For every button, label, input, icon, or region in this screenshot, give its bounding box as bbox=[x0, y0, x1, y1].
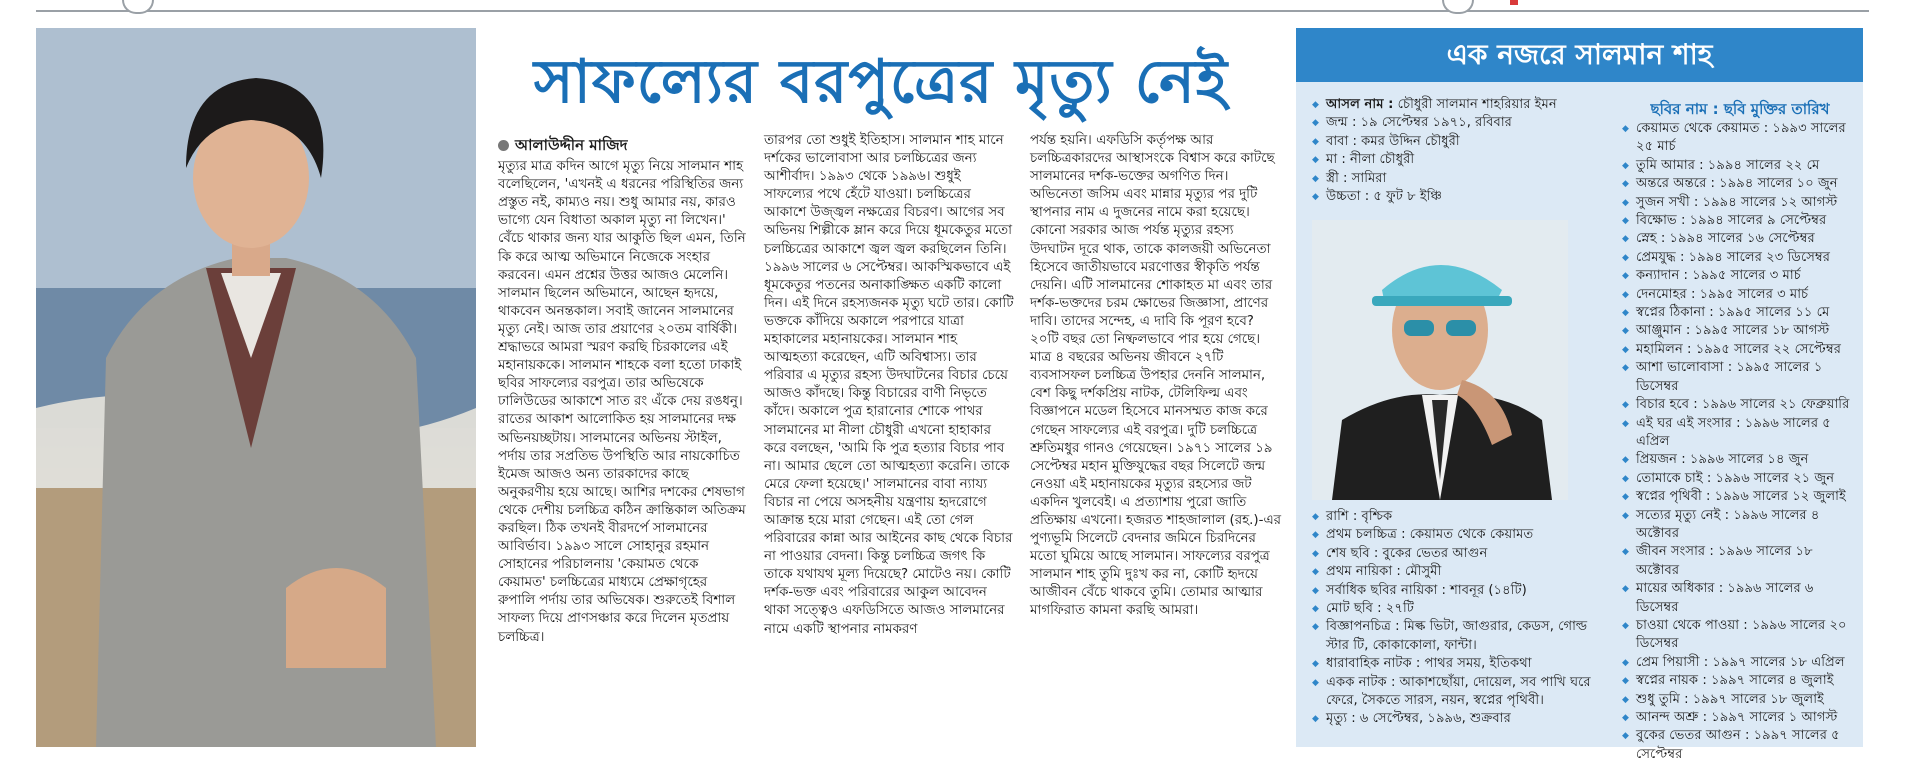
byline-author: আলাউদ্দীন মাজিদ bbox=[515, 136, 628, 154]
film-item: ◆ আনন্দ অশ্রু : ১৯৯৭ সালের ১ আগস্ট bbox=[1622, 709, 1858, 727]
film-item: ◆ সুজন সখী : ১৯৯৪ সালের ১২ আগস্ট bbox=[1622, 194, 1858, 212]
film-item: ◆ অন্তরে অন্তরে : ১৯৯৪ সালের ১০ জুন bbox=[1622, 175, 1858, 193]
fact-item bbox=[1312, 133, 1612, 151]
fact-value: জন্ম : ১৯ সেপ্টেম্বর ১৯৭১, রবিবার bbox=[1326, 115, 1512, 131]
fact-value: বাবা : কমর উদ্দিন চৌধুরী bbox=[1326, 133, 1460, 149]
film-item: ◆ শুধু তুমি : ১৯৯৭ সালের ১৮ জুলাই bbox=[1622, 691, 1858, 709]
lead-photo-illustration bbox=[36, 28, 476, 747]
fact-item: ◆ মোট ছবি : ২৭টি bbox=[1312, 600, 1612, 618]
film-item: ◆ বিক্ষোভ : ১৯৯৪ সালের ৯ সেপ্টেম্বর bbox=[1622, 212, 1858, 230]
film-item: ◆ স্বপ্নের নায়ক : ১৯৯৭ সালের ৪ জুলাই bbox=[1622, 672, 1858, 690]
portrait-photo bbox=[1312, 220, 1568, 500]
article-column-1 bbox=[498, 136, 746, 647]
film-item: ◆ প্রেম পিয়াসী : ১৯৯৭ সালের ১৮ এপ্রিল bbox=[1622, 654, 1858, 672]
fact-item bbox=[1312, 188, 1612, 206]
article-text: মৃত্যুর মাত্র কদিন আগে মৃত্যু নিয়ে সালমান শাহ বলেছিলেন, 'এখনই এ ধরনের পরিস্থিতির জন্য প্রস্তুত নই, কাম্যও নয়। শুধু আমার নয়, কারও ভাগ্যে যেন বিধাতা অকাল মৃত্যু না লিখেন।' বেঁচে থাকার জন্য যার আকুতি ছিল এমন, তিনি কি করে আত্ম অভিমানে নিজেকে সংহার করবেন। এমন প্রশ্নের উত্তর আজও মেলেনি। সালমান ছিলেন অভিমানে, আছেন হৃদয়ে, থাকবেন অনন্তকাল। সবাই জানেন সালমানের মৃত্যু নেই। আজ তার প্রয়াণের ২০তম বার্ষিকী। শ্রদ্ধাভরে আমরা স্মরণ করছি চিরকালের এই মহানায়ককে। সালমান শাহকে বলা হতো ঢাকাই ছবির সাফল্যের বরপুত্র। তার অভিষেকে ঢালিউডের আকাশে সাত রং এঁকে দেয় রঙধনু। রাতের আকাশ আলোকিত হয় সালমানের দক্ষ অভিনয়চ্ছটায়। সালমানের অভিনয় স্টাইল, পর্দায় তার সপ্রতিভ উপস্থিতি আর নায়কোচিত ইমেজ আজও অন্য তারকাদের কাছে অনুকরণীয় হয়ে আছে। আশির দশকের শেষভাগ থেকে দেশীয় চলচ্চিত্র কঠিন ক্রান্তিকাল অতিক্রম করছিল। ঠিক তখনই বীরদর্পে সালমানের আবির্ভাব। ১৯৯৩ সালে সোহানুর রহমান সোহানের পরিচালনায় 'কেয়ামত থেকে কেয়ামত' চলচ্চিত্রের মাধ্যমে প্রেক্ষাগৃহের রুপালি পর্দায় তার অভিষেক। শুরুতেই বিশাল সাফল্য দিয়ে প্রাণসঞ্চার করে দিলেন মৃতপ্রায় চলচ্চিত্র। bbox=[498, 159, 746, 645]
fact-item bbox=[1312, 114, 1612, 132]
film-item: ◆ কেয়ামত থেকে কেয়ামত : ১৯৯৩ সালের ২৫ মার্চ bbox=[1622, 120, 1858, 157]
article-text: তারপর তো শুধুই ইতিহাস। সালমান শাহ মানে দর্শকের ভালোবাসা আর চলচ্চিত্রের জন্য আশীর্বাদ। ১৯৯৩ থেকে ১৯৯৬। শুধুই সাফল্যের পথে হেঁটে যাওয়া। চলচ্চিত্রের আকাশে উজ্জ্বল নক্ষত্রের বিচরণ। আগের সব অভিনয় শিল্পীকে ম্লান করে দিয়ে ধূমকেতুর মতো চলচ্চিত্রের আকাশে জ্বল জ্বল করছিলেন তিনি। ১৯৯৬ সালের ৬ সেপ্টেম্বর। আকস্মিকভাবে এই ধূমকেতুর পতনের অনাকাঙ্ক্ষিত একটি কালো দিন। এই দিনে রহস্যজনক মৃত্যু ঘটে তার। কোটি ভক্তকে কাঁদিয়ে অকালে পরপারে যাত্রা মহাকালের মহানায়কের। সালমান শাহ আত্মহত্যা করেছেন, এটি অবিশ্বাস্য। তার পরিবার এ মৃত্যুর রহস্য উদঘাটনের বিচার চেয়ে আজও কাঁদছে। কিন্তু বিচারের বাণী নিভৃতে কাঁদে। অকালে পুত্র হারানোর শোকে পাথর সালমানের মা নীলা চৌধুরী এখনো হাহাকার করে বলছেন, 'আমি কি পুত্র হত্যার বিচার পাব না। আমার ছেলে তো আত্মহত্যা করেনি। তাকে মেরে ফেলা হয়েছে।' সালমানের বাবা ন্যায্য বিচার না পেয়ে অসহনীয় যন্ত্রণায় হৃদরোগে আক্রান্ত হয়ে মারা গেছেন। এই তো গেল পরিবারের কান্না আর আইনের কাছ থেকে বিচার না পাওয়ার বেদনা। কিন্তু চলচ্চিত্র জগৎ কি তাকে যথাযথ মূল্য দিয়েছে? মোটেও নয়। কোটি দর্শক-ভক্ত এবং পরিবারের আকুল আবেদন থাকা সত্ত্বেও এফডিসিতে আজও সালমানের নামে একটি স্থাপনার নামকরণ bbox=[764, 133, 1014, 637]
byline-bullet-icon bbox=[498, 140, 509, 151]
film-item: ◆ জীবন সংসার : ১৯৯৬ সালের ১৮ অক্টোবর bbox=[1622, 543, 1858, 580]
film-item: ◆ আঞ্জুমান : ১৯৯৫ সালের ১৮ আগস্ট bbox=[1622, 322, 1858, 340]
top-rule bbox=[36, 10, 1869, 12]
fact-item: ◆ সর্বাধিক ছবির নায়িকা : শাবনূর (১৪টি) bbox=[1312, 582, 1612, 600]
fact-item: ◆ প্রথম নায়িকা : মৌসুমী bbox=[1312, 563, 1612, 581]
lead-photo bbox=[36, 28, 476, 747]
film-item: ◆ স্নেহ : ১৯৯৪ সালের ১৬ সেপ্টেম্বর bbox=[1622, 230, 1858, 248]
film-item: ◆ এই ঘর এই সংসার : ১৯৯৬ সালের ৫ এপ্রিল bbox=[1622, 415, 1858, 452]
film-item: ◆ আশা ভালোবাসা : ১৯৯৫ সালের ১ ডিসেম্বর bbox=[1622, 359, 1858, 396]
article-column-2 bbox=[764, 132, 1014, 639]
fact-item: ◆ একক নাটক : আকাশছোঁয়া, দোয়েল, সব পাখি ঘরে ফেরে, সৈকতে সারস, নয়ন, স্বপ্নের পৃথিবী। bbox=[1312, 674, 1612, 711]
film-item: ◆ স্বপ্নের পৃথিবী : ১৯৯৬ সালের ১২ জুলাই bbox=[1622, 488, 1858, 506]
filmography-list bbox=[1622, 120, 1858, 764]
fact-item: ◆ শেষ ছবি : বুকের ভেতর আগুন bbox=[1312, 545, 1612, 563]
fact-value: মা : নীলা চৌধুরী bbox=[1326, 152, 1415, 168]
headline: সাফল্যের বরপুত্রের মৃত্যু নেই bbox=[533, 47, 1229, 117]
fact-item: ◆ মৃত্যু : ৬ সেপ্টেম্বর, ১৯৯৬, শুক্রবার bbox=[1312, 710, 1612, 728]
fact-box bbox=[1296, 28, 1863, 762]
film-item: ◆ সত্যের মৃত্যু নেই : ১৯৯৬ সালের ৪ অক্টোবর bbox=[1622, 507, 1858, 544]
fact-item: ◆ প্রথম চলচ্চিত্র : কেয়ামত থেকে কেয়ামত bbox=[1312, 526, 1612, 544]
filmography-heading: ছবির নাম : ছবি মুক্তির তারিখ bbox=[1650, 100, 1830, 118]
fact-item bbox=[1312, 170, 1612, 188]
film-item: ◆ মহামিলন : ১৯৯৫ সালের ২২ সেপ্টেম্বর bbox=[1622, 341, 1858, 359]
fact-value: চৌধুরী সালমান শাহরিয়ার ইমন bbox=[1397, 97, 1557, 112]
film-item: ◆ চাওয়া থেকে পাওয়া : ১৯৯৬ সালের ২০ ডিসেম্বর bbox=[1622, 617, 1858, 654]
film-item: ◆ দেনমোহর : ১৯৯৫ সালের ৩ মার্চ bbox=[1622, 286, 1858, 304]
fact-list-2 bbox=[1312, 508, 1612, 729]
film-item: ◆ তোমাকে চাই : ১৯৯৬ সালের ২১ জুন bbox=[1622, 470, 1858, 488]
fact-item: ◆ রাশি : বৃশ্চিক bbox=[1312, 508, 1612, 526]
page-accent-mark bbox=[1510, 0, 1518, 5]
fact-list bbox=[1312, 96, 1612, 206]
film-item: ◆ প্রেমযুদ্ধ : ১৯৯৪ সালের ২৩ ডিসেম্বর bbox=[1622, 249, 1858, 267]
fact-item: ◆ বিজ্ঞাপনচিত্র : মিল্ক ভিটা, জাগুরার, কেডস, গোল্ড স্টার টি, কোকাকোলা, ফান্টা। bbox=[1312, 618, 1612, 655]
fact-key: আসল নাম : bbox=[1326, 97, 1394, 112]
portrait-illustration bbox=[1312, 220, 1568, 500]
film-item: ◆ বিচার হবে : ১৯৯৬ সালের ২১ ফেব্রুয়ারি bbox=[1622, 396, 1858, 414]
fact-box-title: এক নজরে সালমান শাহ bbox=[1296, 28, 1863, 82]
fact-item bbox=[1312, 151, 1612, 169]
fact-value: উচ্চতা : ৫ ফুট ৮ ইঞ্চি bbox=[1326, 189, 1443, 205]
article-text: পর্যন্ত হয়নি। এফডিসি কর্তৃপক্ষ আর চলচ্চিত্রকারদের আস্থাসংকে বিশ্বাস করে কাটছে সালমানের দর্শক-ভক্তের অগণিত দিন। অভিনেতা জসিম এবং মান্নার মৃত্যুর পর দুটি স্থাপনার নাম এ দুজনের নামে করা হয়েছে। কোনো সরকার আজ পর্যন্ত মৃত্যুর রহস্য উদঘাটন দূরে থাক, তাকে কালজয়ী অভিনেতা হিসেবে জাতীয়ভাবে মরণোত্তর স্বীকৃতি পর্যন্ত দেয়নি। এটি সালমানের শোকাহত মা এবং তার দর্শক-ভক্তদের চরম ক্ষোভের জিজ্ঞাসা, প্রাণের দাবি। তাদের সন্দেহ, এ দাবি কি পূরণ হবে? ২০টি বছর তো নিষ্ফলভাবে পার হয়ে গেছে। মাত্র ৪ বছরের অভিনয় জীবনে ২৭টি ব্যবসাসফল চলচ্চিত্র উপহার দেননি সালমান, বেশ কিছু দর্শকপ্রিয় নাটক, টেলিফিল্ম এবং বিজ্ঞাপনে মডেল হিসেবে মানসম্মত কাজ করে গেছেন সাফল্যের এই বরপুত্র। দুটি চলচ্চিত্রে শ্রুতিমধুর গানও গেয়েছেন। ১৯৭১ সালের ১৯ সেপ্টেম্বর মহান মুক্তিযুদ্ধের বছর সিলেটে জন্ম নেওয়া এই মহানায়কের মৃত্যুর রহস্যের জট একদিন খুলবেই। এ প্রত্যাশায় পুরো জাতি প্রতিক্ষায় এখনো। হজরত শাহজালাল (রহ.)-এর পুণ্যভূমি সিলেটে বেদনার জমিনে চিরদিনের মতো ঘুমিয়ে আছে সালমান। সাফল্যের বরপুত্র সালমান শাহ তুমি দুঃখ কর না, কোটি হৃদয়ে আজীবন বেঁচে থাকবে তুমি। তোমার আত্মার মাগফিরাত কামনা করছি আমরা। bbox=[1030, 133, 1282, 619]
film-item: ◆ মায়ের অধিকার : ১৯৯৬ সালের ৬ ডিসেম্বর bbox=[1622, 580, 1858, 617]
fact-value: স্ত্রী : সামিরা bbox=[1326, 170, 1387, 186]
film-item: ◆ কন্যাদান : ১৯৯৫ সালের ৩ মার্চ bbox=[1622, 267, 1858, 285]
film-item: ◆ স্বপ্নের ঠিকানা : ১৯৯৫ সালের ১১ মে bbox=[1622, 304, 1858, 322]
article-column-3 bbox=[1030, 132, 1282, 621]
film-item: ◆ তুমি আমার : ১৯৯৪ সালের ২২ মে bbox=[1622, 157, 1858, 175]
film-item: ◆ বুকের ভেতর আগুন : ১৯৯৭ সালের ৫ সেপ্টেম্বর bbox=[1622, 727, 1858, 764]
byline bbox=[498, 136, 746, 154]
fact-item bbox=[1312, 96, 1612, 114]
fact-item: ◆ ধারাবাহিক নাটক : পাথর সময়, ইতিকথা bbox=[1312, 655, 1612, 673]
film-item: ◆ প্রিয়জন : ১৯৯৬ সালের ১৪ জুন bbox=[1622, 451, 1858, 469]
